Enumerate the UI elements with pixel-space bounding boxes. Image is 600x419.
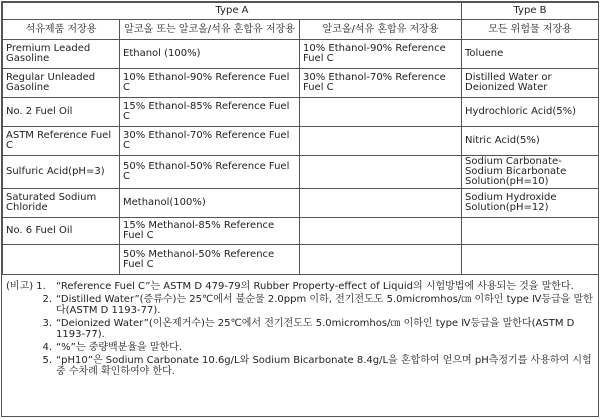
note-number: 4. (42, 342, 52, 353)
table-cell: Saturated Sodium Chloride (3, 189, 120, 218)
table-row (3, 245, 599, 275)
document (1, 1, 599, 417)
table-cell: 50% Methanol-50% Reference Fuel C (120, 245, 300, 275)
table-cell: 10% Ethanol-90% Reference Fuel C (300, 40, 462, 69)
table-cell: Sodium Carbonate-Sodium Bicarbonate Solution(pH=10) (462, 156, 599, 189)
note-number: 3. (42, 318, 52, 329)
table-cell (300, 218, 462, 245)
table-cell: Toluene (462, 40, 599, 69)
note-number: 2. (42, 294, 52, 305)
col-header-petroleum: 석유제품 저장용 (3, 20, 120, 40)
col-header-alcohol: 알코올 또는 알코올/석유 혼합유 저장용 (120, 20, 300, 40)
col-header-blend: 알코올/석유 혼합유 저장용 (300, 20, 462, 40)
note-item (6, 342, 594, 353)
table-row (3, 98, 599, 127)
note-item (6, 318, 594, 340)
table-cell: Sodium Hydroxide Solution(pH=12) (462, 189, 599, 218)
table-cell: 15% Ethanol-85% Reference Fuel C (120, 98, 300, 127)
type-a-header: Type A (3, 3, 462, 20)
type-b-header: Type B (462, 3, 599, 20)
note-number: 5. (42, 355, 52, 366)
table-row (3, 218, 599, 245)
table-cell: Regular Unleaded Gasoline (3, 69, 120, 98)
note-text: “Deionized Water”(이온제거수)는 25℃에서 전기전도도 5.0micromhos/㎝ 이하인 type Ⅳ등급을 말한다(ASTM D 1193-77). (56, 318, 575, 340)
table-cell: No. 2 Fuel Oil (3, 98, 120, 127)
table-cell: Nitric Acid(5%) (462, 127, 599, 156)
table-row (3, 69, 599, 98)
table-cell (300, 98, 462, 127)
table-cell: Hydrochloric Acid(5%) (462, 98, 599, 127)
table-cell (300, 156, 462, 189)
note-item (6, 281, 594, 292)
note-text: “Reference Fuel C”는 ASTM D 479-79의 Rubber Property-effect of Liquid의 시험방법에 사용되는 것을 말한다. (56, 281, 574, 292)
table-row (3, 127, 599, 156)
table-cell: 50% Ethanol-50% Reference Fuel C (120, 156, 300, 189)
table-cell (462, 245, 599, 275)
table-cell (300, 189, 462, 218)
table-cell: Ethanol (100%) (120, 40, 300, 69)
table-cell: Methanol(100%) (120, 189, 300, 218)
table-row (3, 156, 599, 189)
table-cell (3, 245, 120, 275)
table-cell: 30% Ethanol-70% Reference Fuel C (120, 127, 300, 156)
note-item (6, 355, 594, 377)
chemical-table (2, 2, 599, 275)
note-number: (비고) 1. (6, 281, 46, 292)
table-cell: 10% Ethanol-90% Reference Fuel C (120, 69, 300, 98)
notes-section (6, 281, 594, 379)
col-header-all-hazardous: 모든 위험물 저장용 (462, 20, 599, 40)
table-cell: ASTM Reference Fuel C (3, 127, 120, 156)
note-item (6, 294, 594, 316)
table-cell: No. 6 Fuel Oil (3, 218, 120, 245)
table-row (3, 40, 599, 69)
table-cell: Distilled Water or Deionized Water (462, 69, 599, 98)
table-cell (300, 127, 462, 156)
note-text: “Distilled Water”(증류수)는 25℃에서 불순물 2.0ppm 이하, 전기전도도 5.0micromhos/㎝ 이하인 type Ⅳ등급을 말한다(ASTM D 1193-77). (56, 294, 593, 316)
column-header-row (3, 20, 599, 40)
table-cell: Sulfuric Acid(pH=3) (3, 156, 120, 189)
table-cell (462, 218, 599, 245)
table-cell: 15% Methanol-85% Reference Fuel C (120, 218, 300, 245)
table-cell: Premium Leaded Gasoline (3, 40, 120, 69)
table-cell (300, 245, 462, 275)
table-cell: 30% Ethanol-70% Reference Fuel C (300, 69, 462, 98)
note-text: “%”는 중량백분율을 말한다. (56, 342, 182, 353)
table-row (3, 189, 599, 218)
type-header-row (3, 3, 599, 20)
note-text: “pH10”은 Sodium Carbonate 10.6g/L와 Sodium Bicarbonate 8.4g/L을 혼합하여 얻으며 pH측정기를 사용하여 시험중 수차례 확인하여야 한다. (56, 355, 592, 377)
